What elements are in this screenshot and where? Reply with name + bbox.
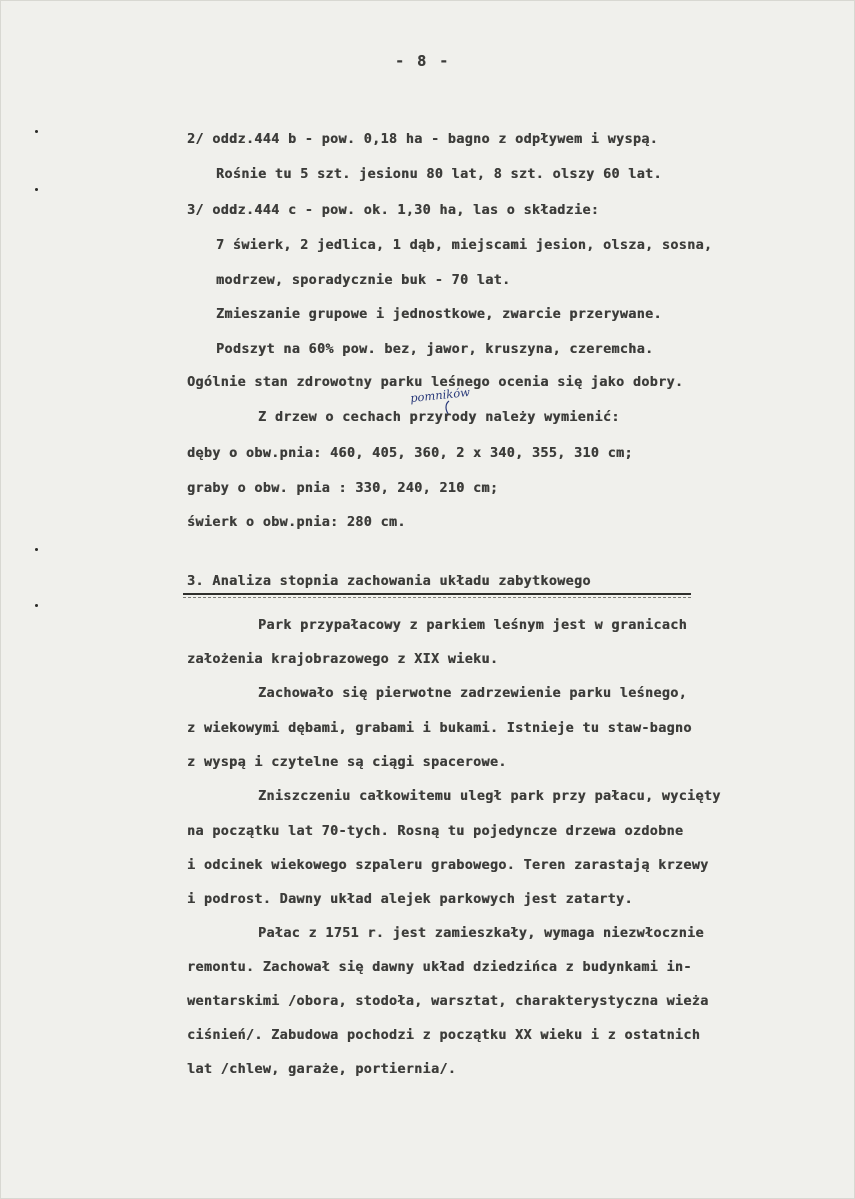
heading-underline [183,593,691,595]
text-line: i podrost. Dawny układ alejek parkowych jest zatarty. [187,892,633,907]
text-line: na początku lat 70-tych. Rosną tu pojedyncze drzewa ozdobne [187,824,684,839]
punch-mark [35,130,38,133]
text-line: 3/ oddz.444 c - pow. ok. 1,30 ha, las o składzie: [187,203,600,218]
punch-mark [35,604,38,607]
text-line: Ogólnie stan zdrowotny parku leśnego ocenia się jako dobry. [187,375,684,390]
text-line: Rośnie tu 5 szt. jesionu 80 lat, 8 szt. olszy 60 lat. [216,167,662,182]
text-line: Podszyt na 60% pow. bez, jawor, kruszyna, czeremcha. [216,342,654,357]
text-line: Zniszczeniu całkowitemu uległ park przy pałacu, wycięty [258,789,721,804]
text-line: z wiekowymi dębami, grabami i bukami. Istnieje tu staw-bagno [187,721,692,736]
text-line: wentarskimi /obora, stodoła, warsztat, charakterystyczna wieża [187,994,709,1009]
text-line: Zmieszanie grupowe i jednostkowe, zwarcie przerywane. [216,307,662,322]
punch-mark [35,548,38,551]
text-line: z wyspą i czytelne są ciągi spacerowe. [187,755,507,770]
page-number: - 8 - [395,52,451,70]
text-line: Park przypałacowy z parkiem leśnym jest w granicach [258,618,688,633]
text-line: Pałac z 1751 r. jest zamieszkały, wymaga niezwłocznie [258,926,704,941]
heading-underline-secondary [183,597,691,598]
text-line: 2/ oddz.444 b - pow. 0,18 ha - bagno z odpływem i wyspą. [187,132,659,147]
handwritten-annotation: pomników [409,384,471,406]
text-line: dęby o obw.pnia: 460, 405, 360, 2 x 340, 355, 310 cm; [187,446,633,461]
text-line: remontu. Zachował się dawny układ dziedzińca z budynkami in- [187,960,692,975]
text-line: Zachowało się pierwotne zadrzewienie parku leśnego, [258,686,688,701]
text-line: ciśnień/. Zabudowa pochodzi z początku XX wieku i z ostatnich [187,1028,701,1043]
text-line: świerk o obw.pnia: 280 cm. [187,515,406,530]
text-line: i odcinek wiekowego szpaleru grabowego. Teren zarastają krzewy [187,858,709,873]
text-line: modrzew, sporadycznie buk - 70 lat. [216,273,511,288]
text-line: Z drzew o cechach przyrody należy wymienić: [258,410,620,425]
text-line: założenia krajobrazowego z XIX wieku. [187,652,499,667]
text-line: lat /chlew, garaże, portiernia/. [187,1062,457,1077]
text-line: graby o obw. pnia : 330, 240, 210 cm; [187,481,499,496]
text-line: 7 świerk, 2 jedlica, 1 dąb, miejscami jesion, olsza, sosna, [216,238,713,253]
section-heading: 3. Analiza stopnia zachowania układu zabytkowego [187,574,591,589]
punch-mark [35,188,38,191]
